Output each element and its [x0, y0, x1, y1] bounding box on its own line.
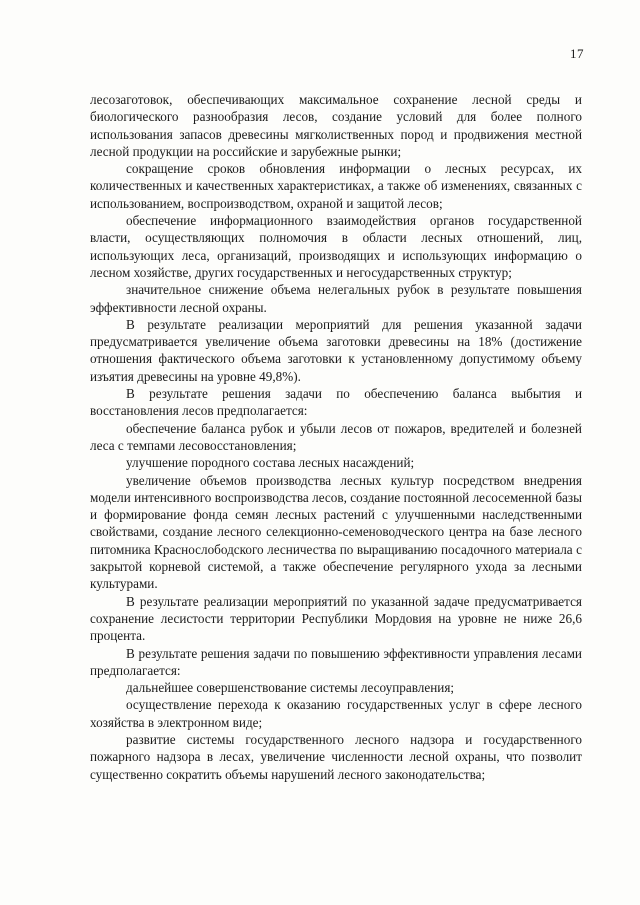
body-text [90, 91, 582, 783]
page-number: 17 [570, 46, 584, 61]
paragraph-9: увеличение объемов производства лесных культур посредством внедрения модели интенсивного воспроизводства лесов, создание постоянной лесосеменной базы и формирование фонда семян лесных растений с улучшенными наследственными свойствами, создание лесного селекционно-семеноводческого центра на базе лесного питомника Краснослободского лесничества по выращиванию посадочного материала с закрытой корневой системой, а также обеспечение регулярного ухода за лесными культурами. [90, 472, 582, 592]
paragraph-6: В результате решения задачи по обеспечению баланса выбытия и восстановления лесов предполагается: [90, 386, 582, 419]
paragraph-3: обеспечение информационного взаимодействия органов государственной власти, осуществляющих полномочия в области лесных отношений, лиц, использующих леса, организаций, производящих и использующих информацию о лесном хозяйстве, других государственных и негосударственных структур; [90, 213, 582, 280]
paragraph-1: лесозаготовок, обеспечивающих максимальное сохранение лесной среды и биологического разнообразия лесов, создание условий для более полного использования запасов древесины мягколиственных пород и продвижения местной лесной продукции на российские и зарубежные рынки; [90, 92, 582, 159]
paragraph-14: развитие системы государственного лесного надзора и государственного пожарного надзора в лесах, увеличение численности лесной охраны, что позволит существенно сократить объемы нарушений лесного законодательства; [90, 731, 582, 782]
paragraph-11: В результате решения задачи по повышению эффективности управления лесами предполагается: [90, 645, 582, 678]
paragraph-5: В результате реализации мероприятий для решения указанной задачи предусматривается увеличение объема заготовки древесины на 18% (достижение отношения фактического объема заготовки к установленному допустимому объему изъятия древесины на уровне 49,8%). [90, 316, 582, 384]
paragraph-12: дальнейшее совершенствование системы лесоуправления; [126, 680, 455, 696]
paragraph-8: улучшение породного состава лесных насаждений; [126, 455, 415, 471]
paragraph-7: обеспечение баланса рубок и убыли лесов от пожаров, вредителей и болезней леса с темпами лесовосстановления; [90, 420, 582, 453]
paragraph-13: осуществление перехода к оказанию государственных услуг в сфере лесного хозяйства в электронном виде; [90, 697, 582, 730]
paragraph-2: сокращение сроков обновления информации о лесных ресурсах, их количественных и качественных характеристиках, а также об изменениях, связанных с использованием, воспроизводством, охраной и защитой лесов; [90, 161, 582, 211]
paragraph-10: В результате реализации мероприятий по указанной задаче предусматривается сохранение лесистости территории Республики Мордовия на уровне не ниже 26,6 процента. [90, 593, 582, 644]
paragraph-4: значительное снижение объема нелегальных рубок в результате повышения эффективности лесной охраны. [90, 282, 582, 315]
